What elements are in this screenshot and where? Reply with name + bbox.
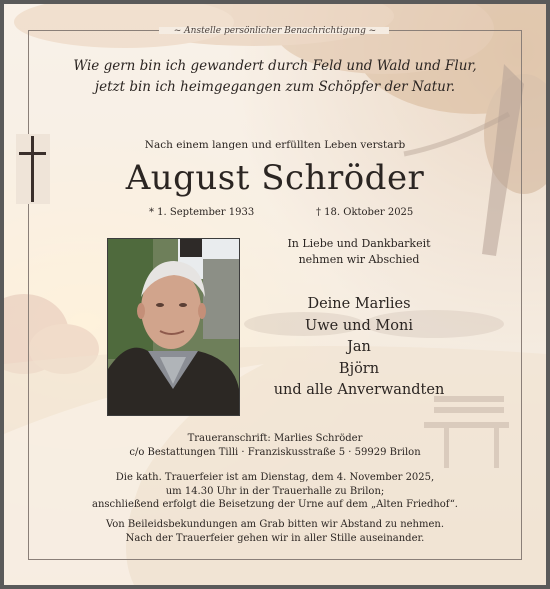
closing-block (4, 518, 546, 545)
mourner-name: Deine Marlies (307, 296, 411, 312)
ceremony-line: um 14.30 Uhr in der Trauerhalle zu Brilon; (165, 485, 385, 497)
closing-line: Nach der Trauerfeier gehen wir in aller Stille auseinander. (125, 532, 425, 544)
birth-date: * 1. September 1933 (149, 207, 255, 218)
address-block (4, 432, 546, 459)
mourners-list (248, 294, 470, 402)
mourner-name: Björn (338, 360, 380, 377)
ceremony-line: anschließend erfolgt die Beisetzung der Urne auf dem „Alten Friedhof“. (91, 499, 458, 510)
mourner-name: Jan (347, 339, 371, 355)
ceremony-block (4, 471, 546, 512)
farewell-line: In Liebe und Dankbarkeit (287, 237, 431, 250)
portrait-photo (107, 238, 240, 416)
deceased-name: August Schröder (125, 158, 425, 198)
poem-line: jetzt bin ich heimgegangen zum Schöpfer der Natur. (94, 79, 456, 95)
ceremony-line: Die kath. Trauerfeier ist am Dienstag, dem 4. November 2025, (115, 472, 435, 483)
address-line: Traueranschrift: Marlies Schröder (187, 433, 363, 444)
notice-text: ~ Anstelle persönlicher Benachrichtigung ~ (173, 26, 377, 36)
closing-line: Von Beileidsbekundungen am Grab bitten wir Abstand zu nehmen. (105, 519, 445, 530)
farewell-text (248, 236, 470, 268)
address-line: c/o Bestattungen Tilli · Franziskusstraße 5 · 59929 Brilon (129, 446, 421, 458)
mourner-name: Uwe und Moni (305, 317, 413, 334)
farewell-line: nehmen wir Abschied (298, 253, 420, 266)
poem (4, 56, 546, 98)
intro-text: Nach einem langen und erfüllten Leben verstarb (144, 139, 406, 151)
death-date: † 18. Oktober 2025 (316, 207, 414, 218)
mourner-name: und alle Anverwandten (273, 382, 445, 398)
poem-line: Wie gern bin ich gewandert durch Feld und Wald und Flur, (73, 58, 477, 74)
obituary-card (4, 4, 546, 585)
